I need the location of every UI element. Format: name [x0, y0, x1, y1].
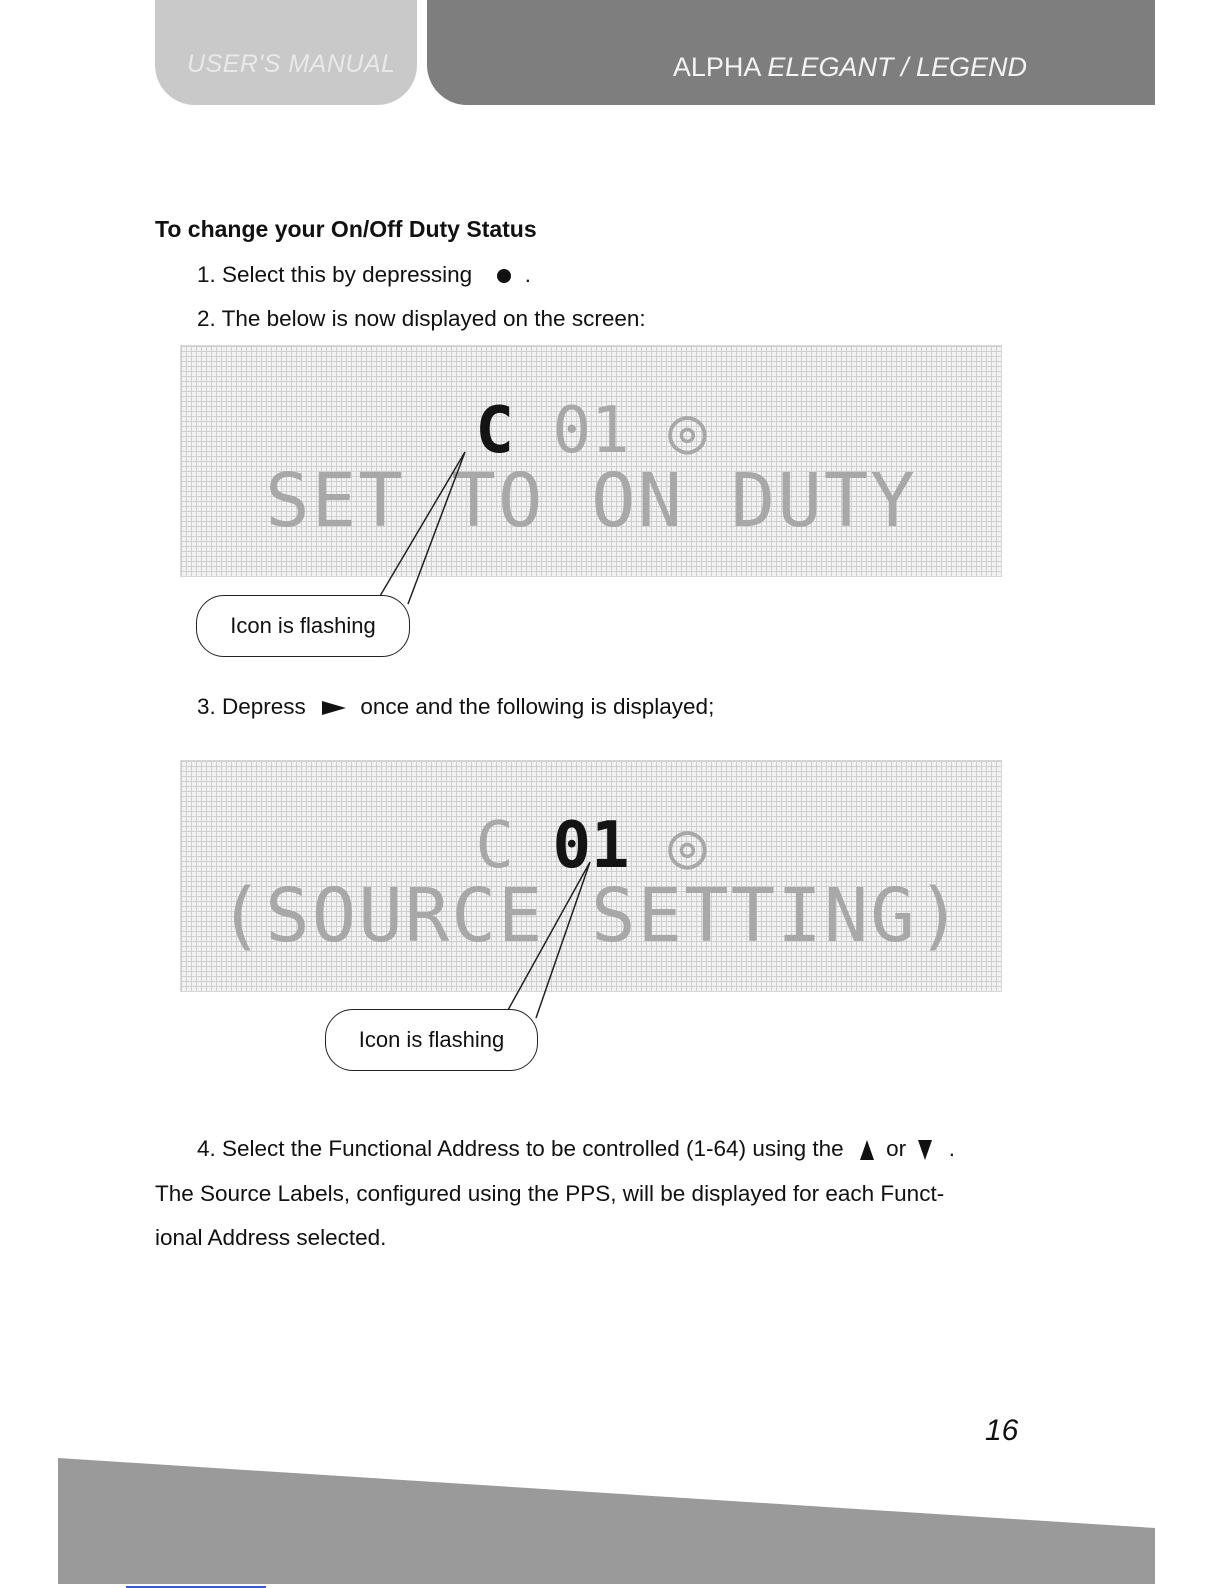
step-3 [197, 694, 714, 720]
step-4 [197, 1136, 955, 1162]
step-1-period: . [524, 262, 531, 287]
header-tab-users-manual [155, 0, 417, 105]
lcd-1-status-row [181, 394, 1001, 468]
lcd-2-target-icon: ◎ [668, 809, 707, 883]
callout-2-text: Icon is flashing [358, 1027, 505, 1052]
callout-1 [196, 595, 410, 657]
callout-2 [325, 1009, 538, 1071]
product-title [673, 52, 1027, 83]
lcd-2-mode-c: C [475, 809, 514, 883]
brand-name: ALPHA [672, 52, 760, 82]
step-4-line-3: ional Address selected. [155, 1225, 387, 1250]
step-4-period: . [948, 1136, 955, 1161]
step-4-continuation [155, 1172, 1055, 1260]
lcd-display-on-duty [180, 345, 1002, 577]
lcd-1-message: SET TO ON DUTY [265, 458, 917, 544]
step-4-or: or [886, 1136, 907, 1161]
filled-circle-icon [478, 266, 518, 286]
footer-band [0, 1450, 1224, 1584]
callout-1-text: Icon is flashing [230, 613, 376, 638]
lcd-1-target-icon: ◎ [668, 394, 707, 468]
step-1-text: 1. Select this by depressing [197, 262, 473, 287]
users-manual-label: USER'S MANUAL [187, 50, 396, 78]
step-2-text: 2. The below is now displayed on the screen: [197, 306, 646, 331]
up-arrow-icon [850, 1138, 880, 1162]
model-name: ELEGANT / LEGEND [767, 52, 1027, 82]
section-heading: To change your On/Off Duty Status [155, 216, 537, 242]
step-3-text-before: 3. Depress [197, 694, 306, 719]
lcd-2-status-row [181, 809, 1001, 883]
lcd-display-source-setting [180, 760, 1002, 992]
header-tab-product [427, 0, 1155, 105]
right-arrow-icon [312, 698, 354, 718]
step-4-text: 4. Select the Functional Address to be controlled (1-64) using the [197, 1136, 844, 1161]
lcd-1-mode-c: C [475, 394, 514, 468]
step-3-text-after: once and the following is displayed; [360, 694, 715, 719]
step-4-line-2: The Source Labels, configured using the PPS, will be displayed for each Funct- [155, 1181, 945, 1206]
lcd-2-number: 01 [552, 809, 630, 883]
down-arrow-icon [912, 1138, 942, 1162]
page-number: 16 [985, 1414, 1019, 1447]
lcd-1-number: 01 [552, 394, 630, 468]
lcd-2-message: (SOURCE SETTING) [218, 873, 964, 959]
step-1 [197, 262, 531, 288]
